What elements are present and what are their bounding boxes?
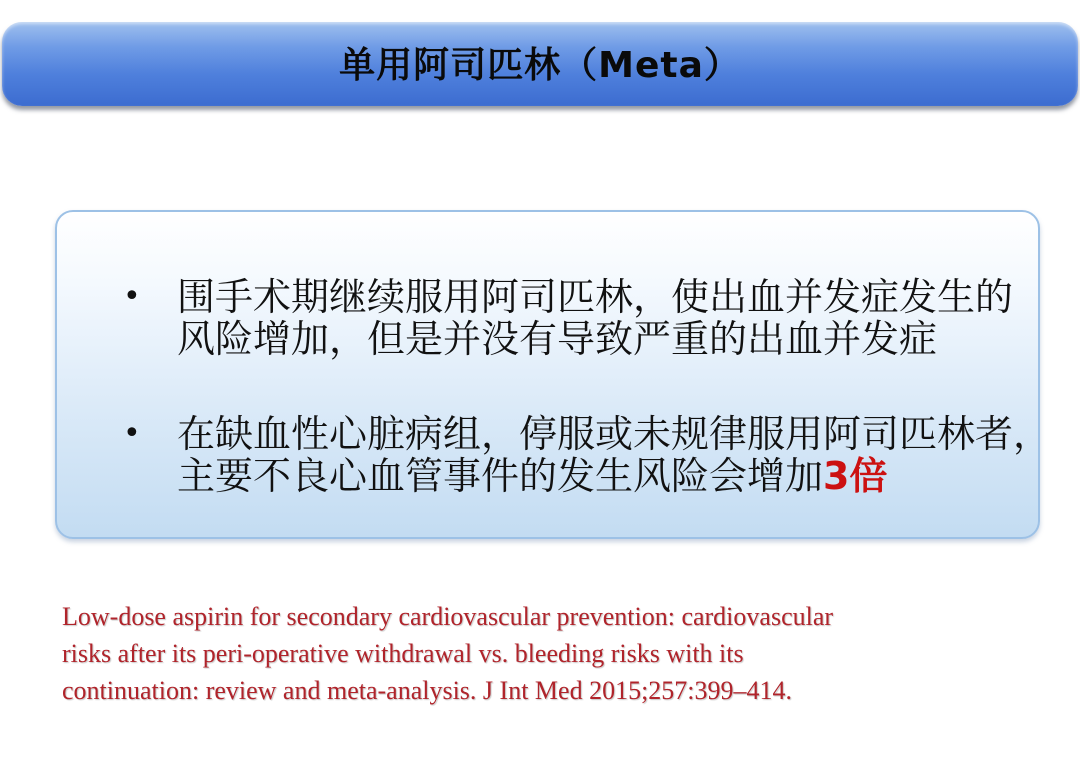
highlight-value: 3倍 bbox=[823, 454, 888, 498]
bullet-dot-icon: • bbox=[123, 416, 141, 451]
citation bbox=[62, 598, 1022, 709]
citation-line-3: continuation: review and meta-analysis. J Int Med 2015;257:399–414. bbox=[62, 676, 793, 705]
bullet-text-2 bbox=[177, 413, 1080, 497]
citation-line-2: risks after its peri-operative withdrawal vs. bleeding risks with its bbox=[62, 639, 744, 668]
bullet-1-line-2: 风险增加，但是并没有导致严重的出血并发症 bbox=[177, 317, 938, 361]
bullet-dot-icon: • bbox=[123, 279, 141, 314]
citation-line-1: Low-dose aspirin for secondary cardiovascular prevention: cardiovascular bbox=[62, 602, 834, 631]
content-panel bbox=[55, 210, 1052, 539]
slide-title: 单用阿司匹林（Meta） bbox=[339, 45, 741, 86]
bullet-text-1 bbox=[177, 276, 1080, 360]
bullet-1-line-1: 围手术期继续服用阿司匹林，使出血并发症发生的 bbox=[177, 275, 1014, 319]
bullet-2-line-2 bbox=[177, 455, 1080, 497]
bullet-2-line-1: 在缺血性心脏病组，停服或未规律服用阿司匹林者， bbox=[177, 412, 1052, 456]
bullet-2-line-2-text: 主要不良心血管事件的发生风险会增加 bbox=[177, 454, 824, 498]
